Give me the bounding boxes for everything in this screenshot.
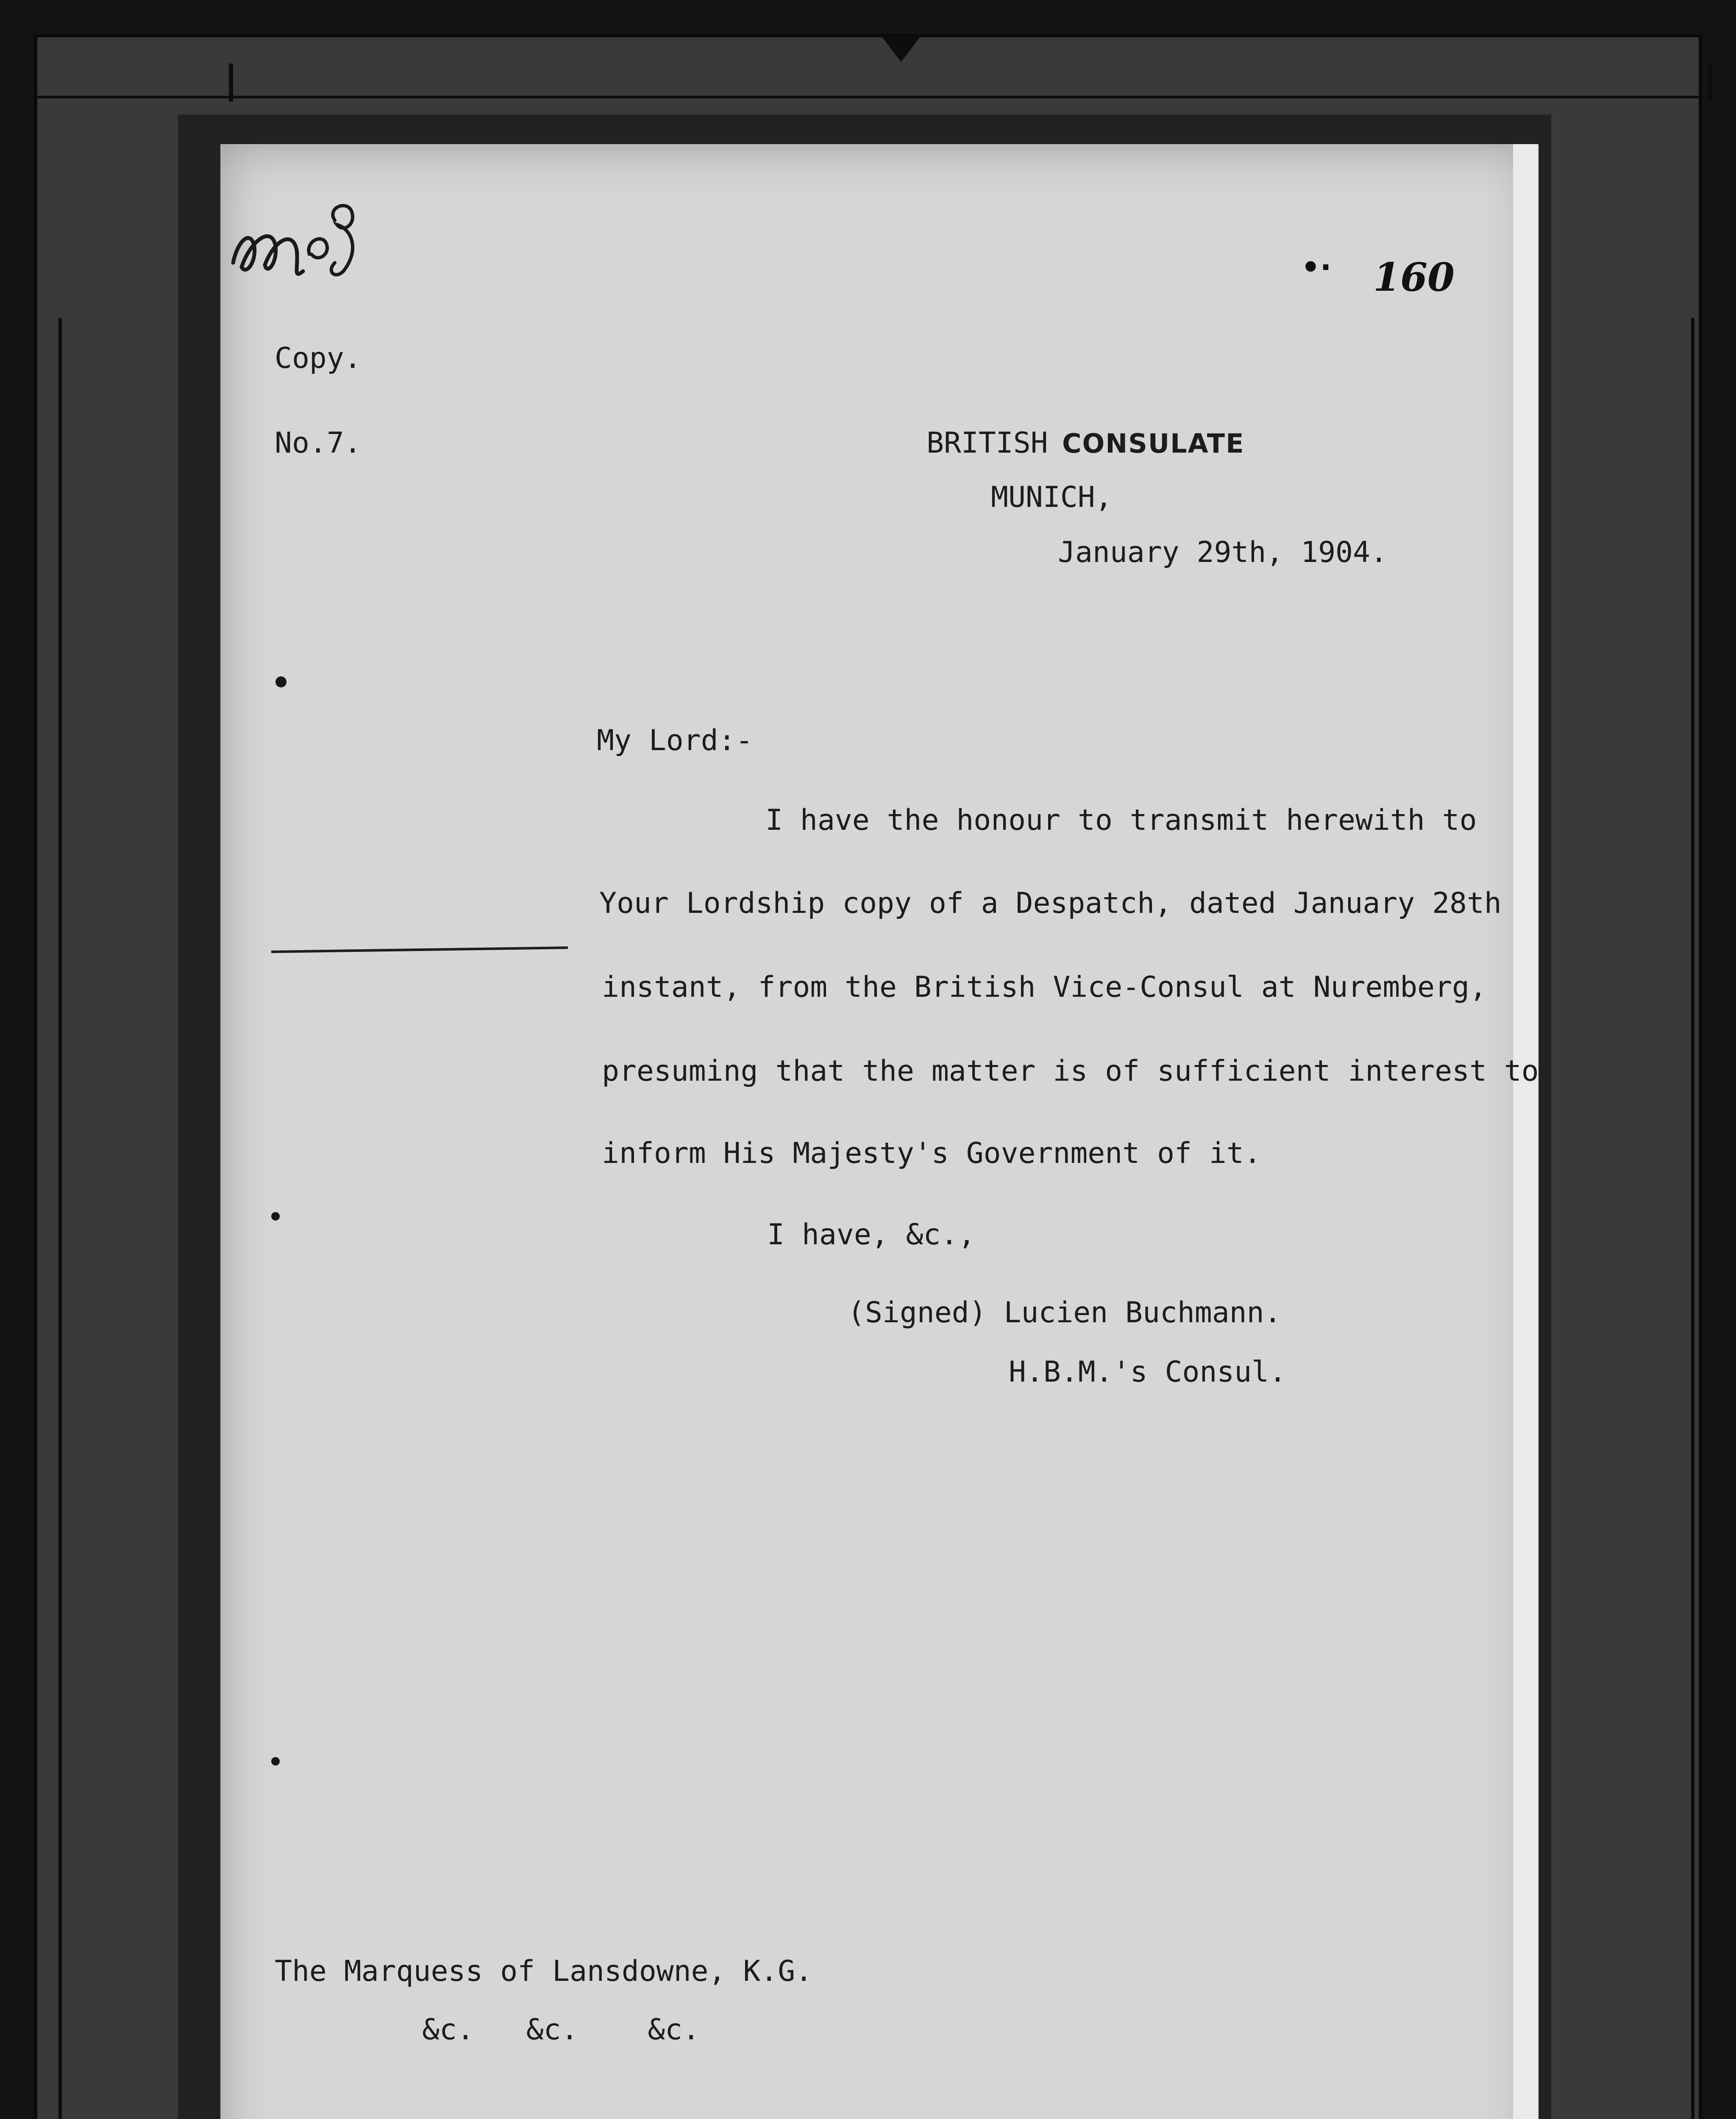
- punch-hole-2: [271, 1212, 280, 1221]
- handwritten-initials: [225, 191, 377, 301]
- page-number-marks: •·: [1301, 250, 1332, 285]
- mount-top-rule: [34, 96, 1702, 98]
- letter-date: January 29th, 1904.: [1058, 536, 1388, 569]
- right-edge-strip: [1691, 318, 1694, 2119]
- body-line-2: Your Lordship copy of a Despatch, dated January 28th: [599, 887, 1502, 920]
- addressee-line-1: The Marquess of Lansdowne, K.G.: [275, 1955, 813, 1988]
- page-edge: [1513, 144, 1538, 2119]
- office-typed: BRITISH: [926, 426, 1048, 460]
- page-number: 160: [1373, 254, 1455, 300]
- office-city: MUNICH,: [991, 481, 1113, 514]
- body-line-5: inform His Majesty's Government of it.: [602, 1137, 1261, 1170]
- mount-tick-right: [1708, 64, 1712, 102]
- punch-hole-1: [275, 676, 287, 687]
- document-number: No.7.: [275, 426, 362, 460]
- body-line-4: presuming that the matter is of sufficient interest to: [602, 1054, 1539, 1088]
- body-line-1: I have the honour to transmit herewith to: [765, 804, 1477, 837]
- closing: I have, &c.,: [767, 1218, 976, 1251]
- letter-page: [220, 144, 1534, 2119]
- copy-label: Copy.: [275, 342, 362, 375]
- salutation: My Lord:-: [597, 724, 753, 757]
- left-edge-strip: [58, 318, 62, 2119]
- frame-notch-icon: [882, 36, 921, 62]
- body-line-3: instant, from the British Vice-Consul at Nuremberg,: [602, 971, 1487, 1004]
- addressee-line-2: &c. &c. &c.: [422, 2013, 700, 2047]
- signature: (Signed) Lucien Buchmann.: [848, 1296, 1282, 1329]
- mount-tick-left: [229, 64, 233, 102]
- signature-title: H.B.M.'s Consul.: [1009, 1355, 1287, 1389]
- punch-hole-3: [271, 1757, 280, 1766]
- office-stamp: CONSULATE: [1062, 428, 1245, 459]
